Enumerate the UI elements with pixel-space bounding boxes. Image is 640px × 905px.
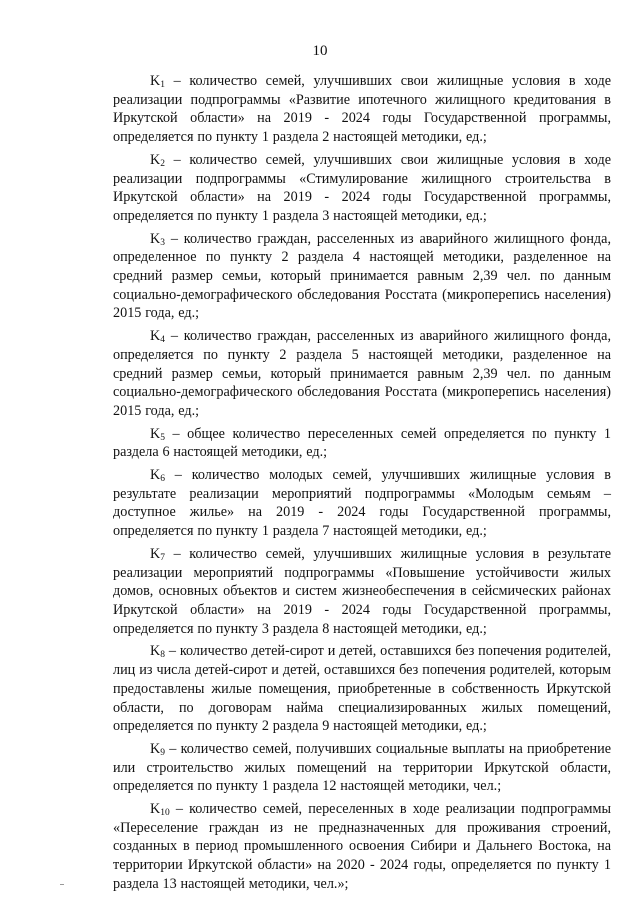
definition-text: – общее количество переселенных семей определяется по пункту 1 раздела 6 настоящей методики, ед.; [113, 425, 611, 461]
variable-letter: K [150, 545, 161, 562]
variable-letter: K [150, 740, 161, 757]
document-body [113, 72, 611, 898]
variable-letter: K [150, 73, 161, 89]
variable-subscript: 1 [160, 80, 165, 90]
variable-symbol [150, 231, 165, 247]
scan-mark [60, 884, 64, 885]
definition-text: – количество семей, получивших социальные выплаты на приобретение или строительство жилых помещений на территории Иркутской области, определяется по пункту 1 раздела 12 настоящей методики, чел.; [113, 740, 611, 795]
definition-k8 [113, 642, 611, 736]
definition-k4 [113, 327, 611, 421]
variable-symbol [150, 467, 165, 483]
variable-symbol [150, 426, 165, 442]
definition-text: – количество семей, улучшивших свои жилищные условия в ходе реализации подпрограммы «Стимулирование жилищного строительства в Иркутской области» на 2019 - 2024 годы Государственной программы, определяется по пункту 1 раздела 3 настоящей методики, ед.; [113, 151, 611, 224]
definition-text: – количество семей, улучшивших свои жилищные условия в ходе реализации подпрограммы «Развитие ипотечного жилищного кредитования в Иркутской области» на 2019 - 2024 годы Государственной программы, определяется по пункту 1 раздела 2 настоящей методики, ед.; [113, 73, 611, 146]
variable-letter: K [150, 151, 161, 168]
definition-text: – количество молодых семей, улучшивших жилищные условия в результате реализации мероприятий подпрограммы «Молодым семьям – доступное жилье» на 2019 - 2024 годы Государственной программы, определяется по пункту 1 раздела 7 настоящей методики, ед.; [113, 467, 611, 540]
definition-k1 [113, 72, 611, 147]
definition-text: – количество семей, переселенных в ходе реализации подпрограммы «Переселение граждан из не предназначенных для проживания строений, созданных в период промышленного освоения Сибири и Дальнего Востока, на территории Иркутской области» на 2020 - 2024 годы, определяется по пункту 1 раздела 13 настоящей методики, чел.»; [113, 801, 611, 892]
variable-symbol [150, 546, 165, 562]
variable-subscript: 9 [160, 747, 165, 758]
definition-k6 [113, 466, 611, 541]
variable-letter: K [150, 230, 161, 247]
variable-subscript: 10 [160, 808, 170, 819]
variable-subscript: 3 [160, 237, 165, 248]
definition-k9 [113, 740, 611, 796]
definition-k3 [113, 230, 611, 324]
variable-symbol [150, 152, 165, 168]
definition-k7 [113, 545, 611, 639]
variable-symbol [150, 801, 170, 817]
variable-symbol [150, 741, 165, 757]
variable-subscript: 7 [160, 552, 165, 563]
definition-k2 [113, 151, 611, 226]
variable-subscript: 5 [160, 432, 165, 443]
variable-subscript: 4 [160, 335, 165, 346]
variable-letter: K [150, 467, 161, 484]
definition-text: – количество граждан, расселенных из аварийного жилищного фонда, определяется по пункту 2 раздела 5 настоящей методики, разделенное на средний размер семьи, который принимается равным 2,39 чел. по данным социально-демографического обследования Росстата (микроперепись населения) 2015 года, ед.; [113, 328, 611, 419]
variable-letter: K [150, 643, 161, 660]
definition-text: – количество граждан, расселенных из аварийного жилищного фонда, определенное по пункту 2 раздела 4 настоящей методики, разделенное на средний размер семьи, который принимается равным 2,39 чел. по данным социально-демографического обследования Росстата (микроперепись населения) 2015 года, ед.; [113, 230, 611, 322]
variable-letter: K [150, 425, 161, 442]
variable-letter: K [150, 801, 161, 818]
definition-text: – количество семей, улучшивших жилищные условия в результате реализации мероприятий подпрограммы «Повышение устойчивости жилых домов, основных объектов и систем жизнеобеспечения в сейсмических районах Иркутской области» на 2019 - 2024 годы Государственной программы, определяется по пункту 3 раздела 8 настоящей методики, ед.; [113, 545, 611, 637]
definition-k10 [113, 800, 611, 894]
definition-k5 [113, 425, 611, 462]
variable-subscript: 6 [160, 474, 165, 485]
variable-letter: K [150, 328, 161, 345]
variable-symbol [150, 328, 165, 344]
page-number: 10 [312, 43, 328, 59]
variable-symbol [150, 73, 165, 89]
variable-subscript: 2 [160, 158, 165, 169]
variable-symbol [150, 643, 165, 659]
variable-subscript: 8 [160, 650, 165, 661]
definition-text: – количество детей-сирот и детей, оставшихся без попечения родителей, лиц из числа детей-сирот и детей, оставшихся без попечения родителей, которым предоставлены жилые помещения, приобретенные в собственность Иркутской области, по договорам найма специализированных жилых помещений, определяется по пункту 2 раздела 9 настоящей методики, ед.; [113, 643, 611, 735]
